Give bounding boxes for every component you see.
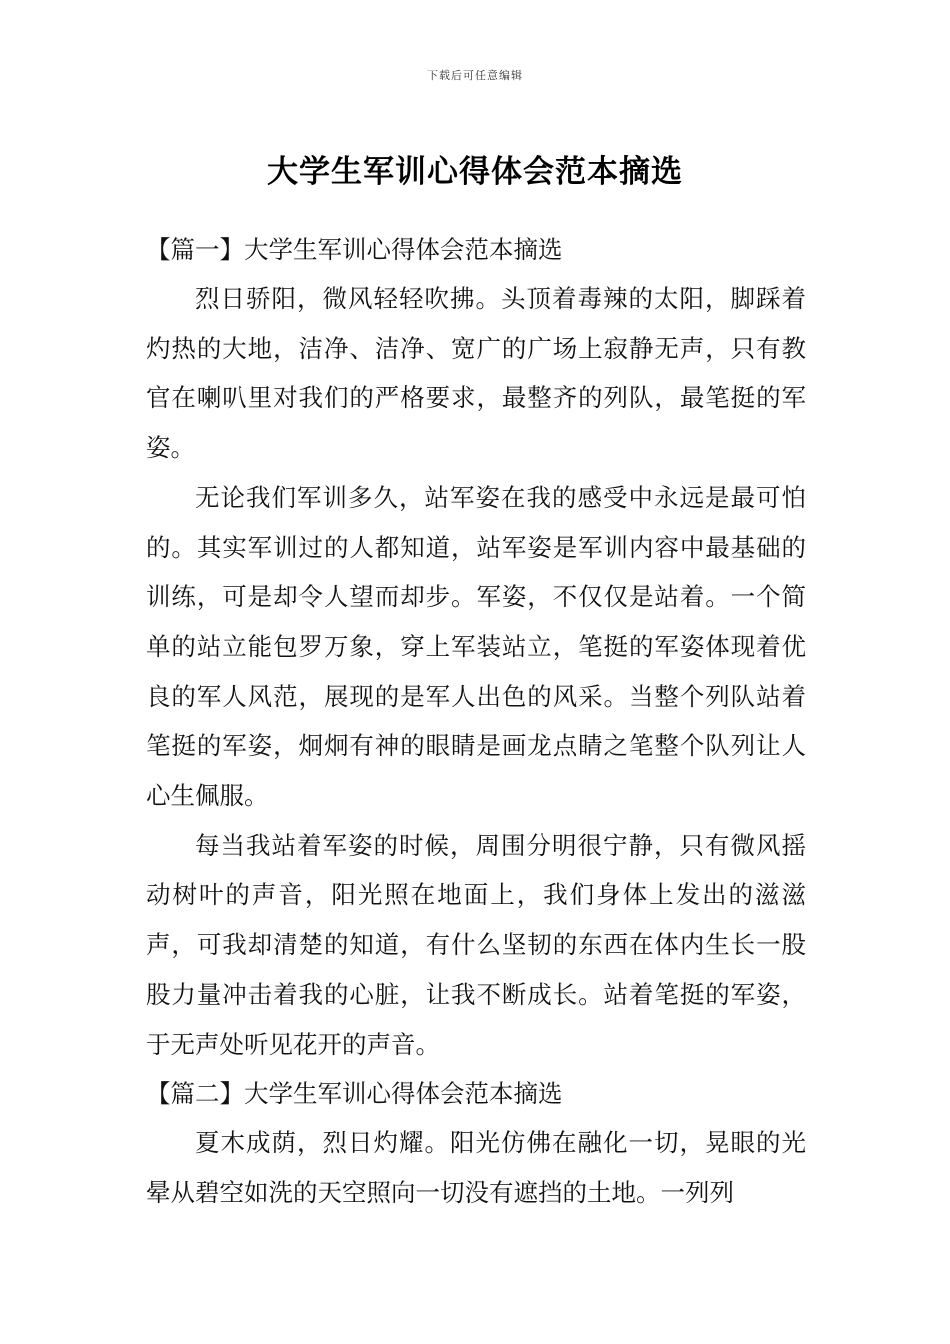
- paragraph: 夏木成荫，烈日灼耀。阳光仿佛在融化一切，晃眼的光晕从碧空如洗的天空照向一切没有遮挡的土地。一列列: [146, 1128, 806, 1207]
- section-1: [146, 225, 806, 1069]
- paragraph: 烈日骄阳，微风轻轻吹拂。头顶着毒辣的太阳，脚踩着灼热的大地，洁净、洁净、宽广的广场上寂静无声，只有教官在喇叭里对我们的严格要求，最整齐的列队，最笔挺的军姿。: [146, 284, 806, 463]
- section-2: [146, 1069, 806, 1217]
- document-body: [146, 225, 806, 1218]
- paragraph: 无论我们军训多久，站军姿在我的感受中永远是最可怕的。其实军训过的人都知道，站军姿是军训内容中最基础的训练，可是却令人望而却步。军姿，不仅仅是站着。一个简单的站立能包罗万象，穿上军装站立，笔挺的军姿体现着优良的军人风范，展现的是军人出色的风采。当整个列队站着笔挺的军姿，炯炯有神的眼睛是画龙点睛之笔整个队列让人心生佩服。: [146, 482, 806, 811]
- header-note: 下载后可任意编辑: [427, 69, 523, 82]
- paragraph: 每当我站着军姿的时候，周围分明很宁静，只有微风摇动树叶的声音，阳光照在地面上，我们身体上发出的滋滋声，可我却清楚的知道，有什么坚韧的东西在体内生长一股股力量冲击着我的心脏，让我不断成长。站着笔挺的军姿，于无声处听见花开的声音。: [146, 830, 806, 1059]
- document-title: 大学生军训心得体会范本摘选: [267, 153, 683, 190]
- section-heading: 【篇一】大学生军训心得体会范本摘选: [146, 235, 563, 264]
- section-heading: 【篇二】大学生军训心得体会范本摘选: [146, 1079, 563, 1109]
